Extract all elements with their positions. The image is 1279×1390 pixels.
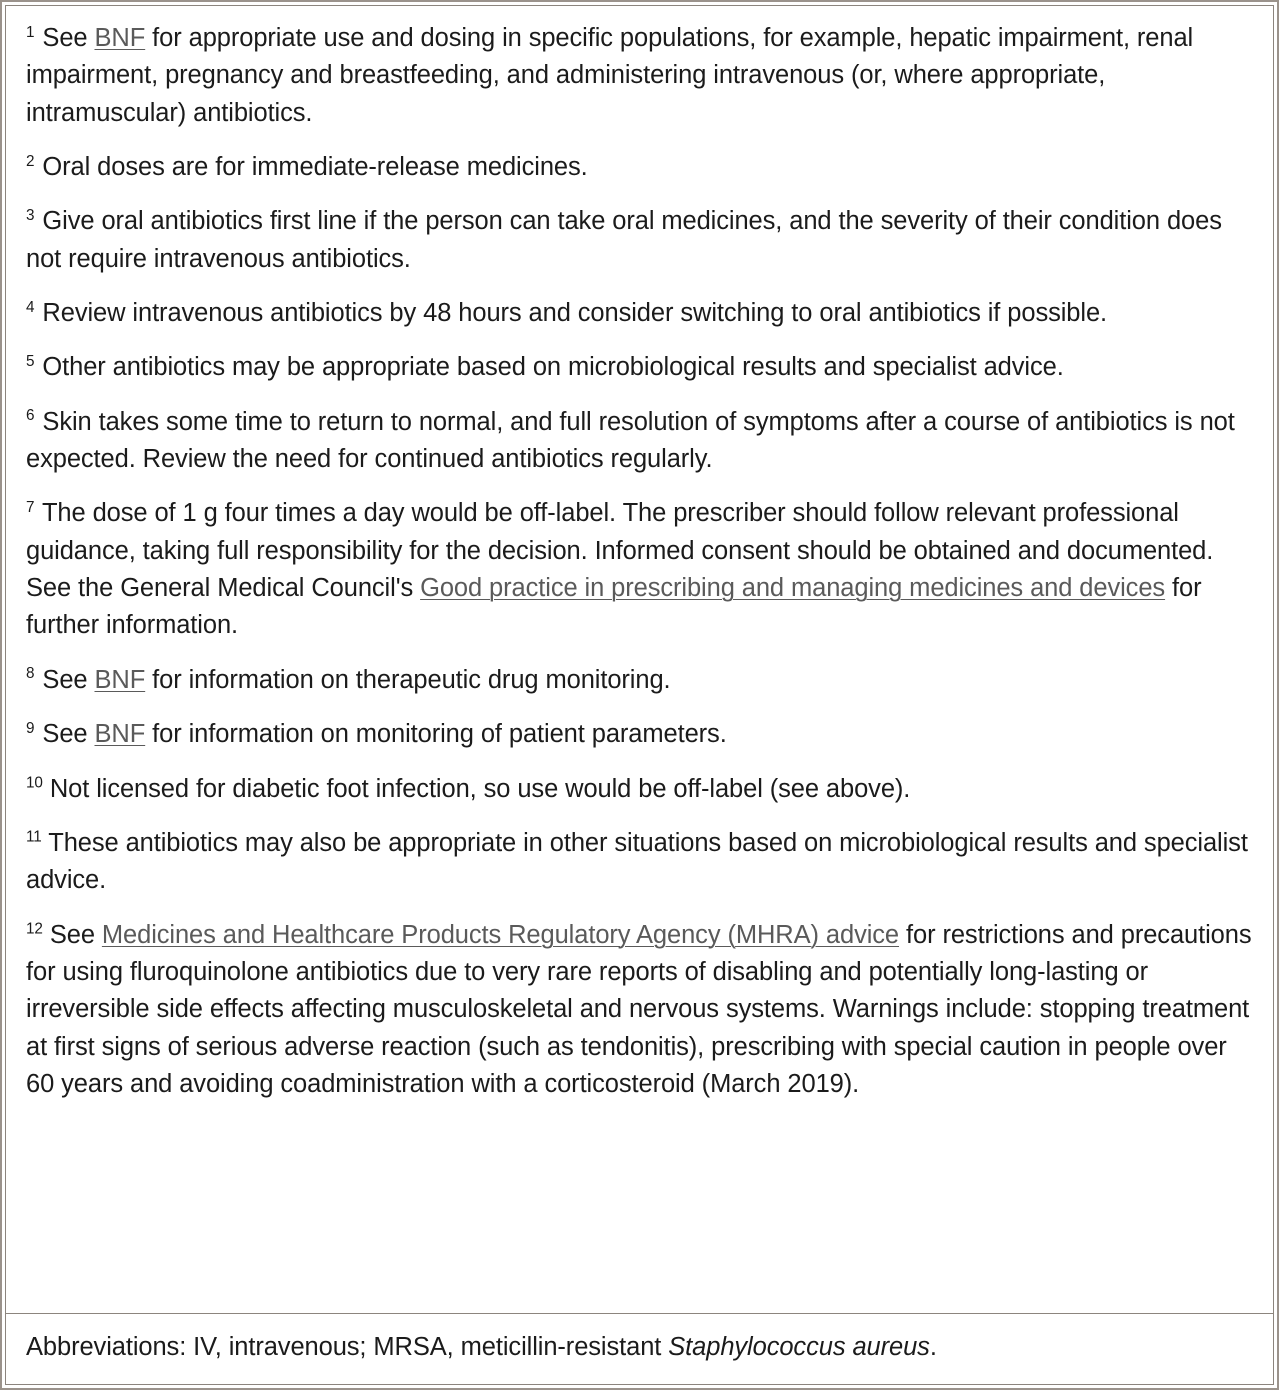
footnote-item bbox=[26, 349, 1253, 386]
footnote-text: Other antibiotics may be appropriate based on microbiological results and specialist advice. bbox=[42, 353, 1064, 382]
abbreviations-cell bbox=[6, 1314, 1273, 1384]
abbreviations-suffix: . bbox=[929, 1333, 937, 1362]
footnote-text: Not licensed for diabetic foot infection, so use would be off-label (see above). bbox=[49, 774, 911, 803]
footnote-marker: 1 bbox=[26, 23, 35, 41]
footnote-marker: 5 bbox=[26, 352, 35, 370]
footnote-item bbox=[26, 495, 1253, 644]
footnotes-table bbox=[5, 5, 1274, 1385]
footnote-item bbox=[26, 662, 1253, 699]
footnote-item bbox=[26, 825, 1253, 900]
footnote-marker: 9 bbox=[26, 719, 35, 737]
footnote-item bbox=[26, 716, 1253, 753]
footnote-text: Oral doses are for immediate-release medicines. bbox=[42, 153, 588, 182]
footnote-marker: 2 bbox=[26, 152, 35, 170]
footnote-item bbox=[26, 917, 1253, 1104]
footnote-item bbox=[26, 771, 1253, 808]
footnote-marker: 6 bbox=[26, 407, 35, 425]
footnote-marker: 7 bbox=[26, 498, 35, 516]
footnote-text: See bbox=[42, 665, 95, 694]
abbreviations-prefix: Abbreviations: IV, intravenous; MRSA, meticillin-resistant bbox=[26, 1333, 669, 1362]
footnote-link[interactable]: BNF bbox=[94, 720, 146, 749]
footnote-item bbox=[26, 20, 1253, 132]
footnote-link[interactable]: Medicines and Healthcare Products Regulatory Agency (MHRA) advice bbox=[101, 920, 900, 949]
footnote-text: These antibiotics may also be appropriate in other situations based on microbiological results and specialist advice. bbox=[26, 828, 1248, 895]
abbreviations-organism-italic: Staphylococcus aureus bbox=[668, 1333, 930, 1362]
footnote-item bbox=[26, 404, 1253, 479]
footnote-item bbox=[26, 295, 1253, 332]
footnote-text: The dose of 1 g four times a day would be off-label. The prescriber should follow relevant professional guidance, taking full responsibility for the decision. Informed consent should be obtained and documented. See the General Medical Council's bbox=[26, 499, 1214, 603]
footnote-marker: 8 bbox=[26, 665, 35, 683]
footnotes-cell bbox=[6, 6, 1273, 1314]
footnote-marker: 10 bbox=[26, 774, 43, 791]
footnote-text: for information on therapeutic drug monitoring. bbox=[145, 665, 671, 694]
footnote-marker: 12 bbox=[26, 920, 43, 938]
footnote-link[interactable]: BNF bbox=[94, 24, 146, 52]
abbreviations-text bbox=[26, 1330, 1253, 1366]
footnote-text: Skin takes some time to return to normal, and full resolution of symptoms after a course of antibiotics is not expected. Review the need for continued antibiotics regularly. bbox=[26, 407, 1235, 474]
footnote-text: See bbox=[42, 24, 95, 52]
footnote-item bbox=[26, 149, 1253, 186]
footnote-text: for information on monitoring of patient parameters. bbox=[145, 720, 727, 749]
footnote-marker: 3 bbox=[26, 206, 35, 224]
footnote-marker: 11 bbox=[26, 828, 42, 846]
footnote-text: Give oral antibiotics first line if the person can take oral medicines, and the severity of their condition does not require intravenous antibiotics. bbox=[26, 207, 1222, 273]
footnote-link[interactable]: Good practice in prescribing and managing medicines and devices bbox=[420, 574, 1166, 603]
footnote-text: Review intravenous antibiotics by 48 hours and consider switching to oral antibiotics if possible. bbox=[42, 299, 1108, 328]
footnote-text: for further information. bbox=[26, 574, 1202, 640]
footnote-item bbox=[26, 203, 1253, 278]
footnote-link[interactable]: BNF bbox=[94, 665, 146, 694]
footnote-marker: 4 bbox=[26, 298, 35, 316]
footnote-text: for appropriate use and dosing in specific populations, for example, hepatic impairment, renal impairment, pregnancy and breastfeeding, and administering intravenous (or, where appropriate, intramuscular) antibiotics. bbox=[26, 24, 1194, 127]
footnote-text: See bbox=[49, 920, 102, 949]
footnote-text: for restrictions and precautions for using fluroquinolone antibiotics due to very rare reports of disabling and potentially long-lasting or irreversible side effects affecting musculoskeletal and nervous systems. Warnings include: stopping treatment at first signs of serious adverse reaction (such as tendonitis), prescribing with special caution in people over 60 years and avoiding coadministration with a corticosteroid (March 2019). bbox=[26, 920, 1252, 1098]
footnote-text: See bbox=[42, 720, 95, 749]
